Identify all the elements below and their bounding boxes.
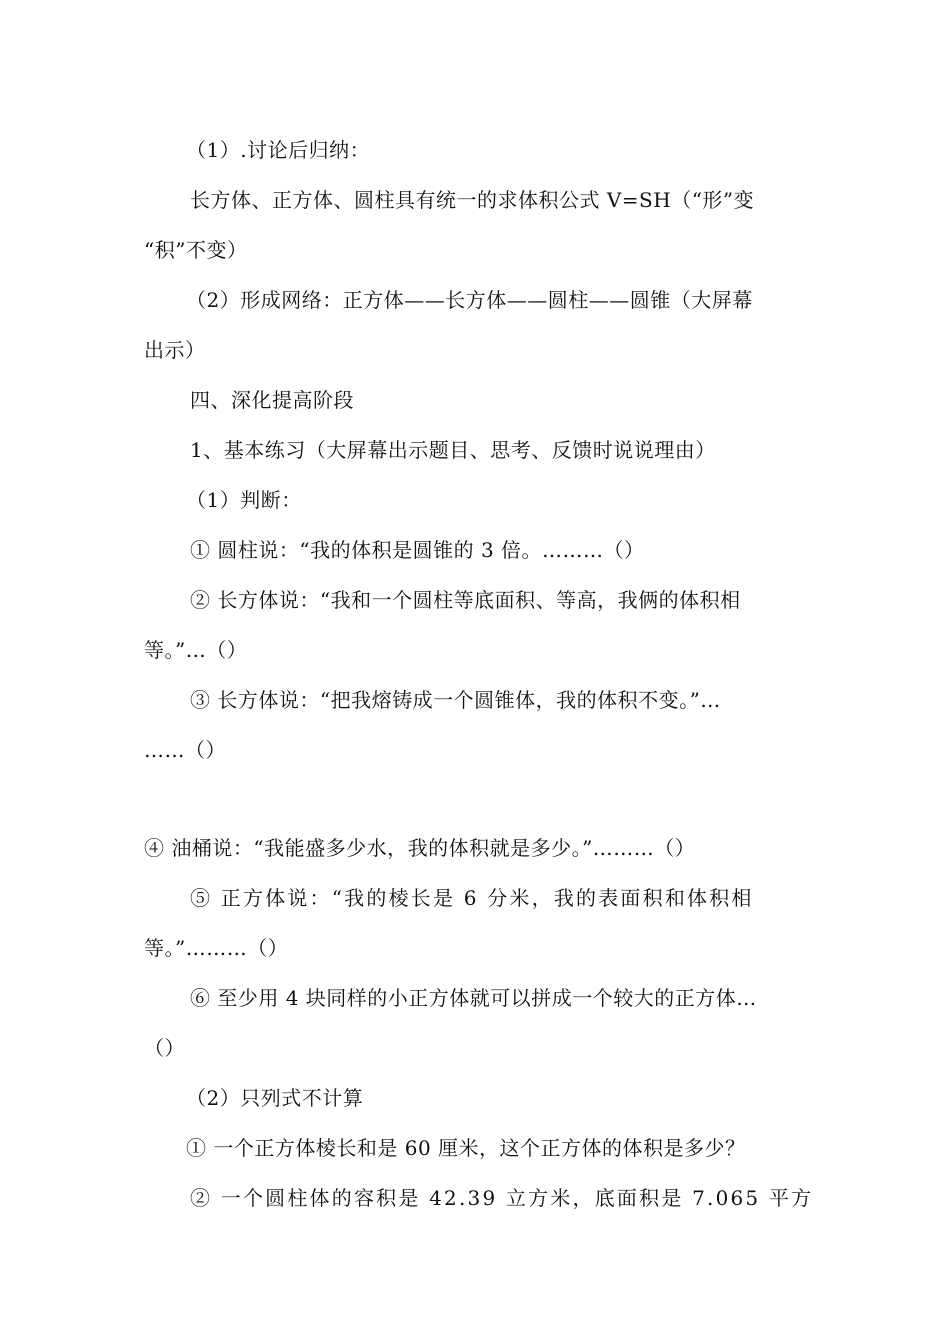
section-heading: 四、深化提高阶段	[190, 388, 354, 412]
text-line-14: ④ 油桶说：“我能盛多少水，我的体积就是多少。”………（）	[144, 836, 696, 860]
text-line-18: （）	[144, 1036, 185, 1060]
text-line-17: ⑥ 至少用 4 块同样的小正方体就可以拼成一个较大的正方体…	[190, 986, 757, 1010]
text-line-3: “积”不变）	[144, 238, 248, 262]
text-line-7: 1、基本练习（大屏幕出示题目、思考、反馈时说说理由）	[190, 438, 716, 462]
text-line-19: （2）只列式不计算	[186, 1086, 364, 1110]
text-line-5: 出示）	[144, 338, 206, 362]
text-line-16: 等。”………（）	[144, 936, 289, 960]
text-line-15: ⑤ 正方体说：“我的棱长是 6 分米，我的表面积和体积相	[190, 886, 754, 910]
text-line-2: 长方体、正方体、圆柱具有统一的求体积公式 V=SH（“形”变	[190, 188, 755, 212]
text-line-10: ② 长方体说：“我和一个圆柱等底面积、等高，我俩的体积相	[190, 588, 741, 612]
text-line-20: ① 一个正方体棱长和是 60 厘米，这个正方体的体积是多少？	[186, 1136, 746, 1160]
text-line-1: （1）.讨论后归纳：	[186, 138, 371, 162]
text-line-9: ① 圆柱说：“我的体积是圆锥的 3 倍。………（）	[190, 538, 645, 562]
text-line-11: 等。”…（）	[144, 638, 248, 662]
text-line-12: ③ 长方体说：“把我熔铸成一个圆锥体，我的体积不变。”…	[190, 688, 721, 712]
text-line-13: ……（）	[144, 738, 226, 762]
text-line-8: （1）判断：	[186, 488, 302, 512]
text-line-4: （2）形成网络：正方体——长方体——圆柱——圆锥（大屏幕	[186, 288, 753, 312]
text-line-21: ② 一个圆柱体的容积是 42.39 立方米，底面积是 7.065 平方	[190, 1186, 814, 1210]
